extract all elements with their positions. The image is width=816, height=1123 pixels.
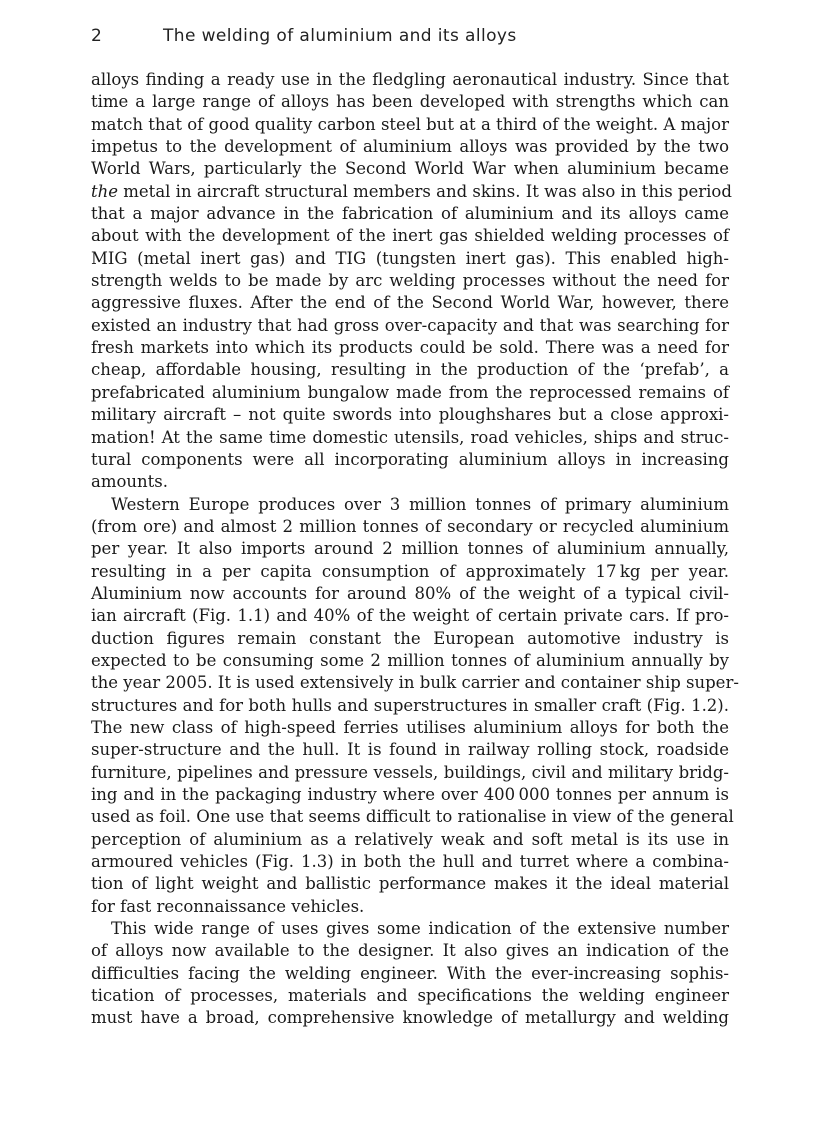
text-line: of alloys now available to the designer. It also gives an indication of the bbox=[91, 941, 729, 961]
text-line: alloys finding a ready use in the fledgling aeronautical industry. Since that bbox=[91, 70, 729, 89]
text-line: duction figures remain constant the European automotive industry is bbox=[91, 628, 729, 648]
text-line: the metal in aircraft structural members and skins. It was also in this period bbox=[91, 181, 732, 201]
text-line: ing and in the packaging industry where over 400 000 tonnes per annum is bbox=[91, 785, 729, 804]
text-line: amounts. bbox=[91, 472, 169, 492]
text-line: the year 2005. It is used extensively in bulk carrier and container ship super- bbox=[91, 673, 739, 693]
text-line: tural components were all incorporating aluminium alloys in increasing bbox=[91, 449, 729, 469]
text-line: Western Europe produces over 3 million tonnes of primary aluminium bbox=[111, 494, 729, 514]
text-line: perception of aluminium as a relatively weak and soft metal is its use in bbox=[91, 829, 729, 849]
text-line: per year. It also imports around 2 million tonnes of aluminium annually, bbox=[91, 539, 729, 559]
text-line: The new class of high-speed ferries utilises aluminium alloys for both the bbox=[91, 717, 729, 737]
text-line: Aluminium now accounts for around 80% of the weight of a typical civil- bbox=[91, 583, 729, 603]
text-line: tion of light weight and ballistic performance makes it the ideal material bbox=[91, 874, 729, 894]
paragraph-2 bbox=[91, 494, 739, 919]
text-line: World Wars, particularly the Second World War when aluminium became bbox=[91, 159, 729, 179]
text-line: used as foil. One use that seems difficult to rationalise in view of the general bbox=[91, 807, 734, 827]
text-line: MIG (metal inert gas) and TIG (tungsten inert gas). This enabled high- bbox=[91, 248, 729, 268]
text-line: about with the development of the inert gas shielded welding processes of bbox=[91, 226, 729, 246]
text-line: cheap, affordable housing, resulting in the production of the ‘prefab’, a bbox=[91, 360, 729, 380]
text-line: that a major advance in the fabrication of aluminium and its alloys came bbox=[91, 204, 729, 224]
text-line: prefabricated aluminium bungalow made from the reprocessed remains of bbox=[91, 382, 729, 402]
text-line: tication of processes, materials and specifications the welding engineer bbox=[91, 986, 729, 1006]
text-line: must have a broad, comprehensive knowledge of metallurgy and welding bbox=[91, 1008, 729, 1028]
text-line: This wide range of uses gives some indication of the extensive number bbox=[111, 919, 729, 939]
text-line: (from ore) and almost 2 million tonnes of secondary or recycled aluminium bbox=[91, 516, 729, 536]
paragraph-3 bbox=[91, 918, 729, 1030]
text-line: ian aircraft (Fig. 1.1) and 40% of the weight of certain private cars. If pro- bbox=[91, 606, 729, 626]
text-line: mation! At the same time domestic utensils, road vehicles, ships and struc- bbox=[91, 427, 729, 447]
page-number: 2 bbox=[91, 26, 103, 46]
text-line: fresh markets into which its products could be sold. There was a need for bbox=[91, 338, 729, 358]
text-line: impetus to the development of aluminium alloys was provided by the two bbox=[91, 137, 729, 157]
text-line: furniture, pipelines and pressure vessels, buildings, civil and military bridg- bbox=[91, 762, 729, 782]
text-line: armoured vehicles (Fig. 1.3) in both the hull and turret where a combina- bbox=[91, 852, 729, 872]
text-line: match that of good quality carbon steel but at a third of the weight. A major bbox=[91, 114, 729, 134]
text-line: time a large range of alloys has been developed with strengths which can bbox=[91, 92, 729, 112]
text-line: strength welds to be made by arc welding processes without the need for bbox=[91, 271, 729, 291]
text-line: aggressive fluxes. After the end of the Second World War, however, there bbox=[91, 293, 729, 313]
text-line: for fast reconnaissance vehicles. bbox=[91, 896, 365, 916]
text-line: resulting in a per capita consumption of approximately 17 kg per year. bbox=[91, 561, 729, 581]
text-line: structures and for both hulls and superstructures in smaller craft (Fig. 1.2). bbox=[91, 695, 729, 715]
running-title: The welding of aluminium and its alloys bbox=[163, 26, 517, 46]
text-line: difficulties facing the welding engineer. With the ever-increasing sophis- bbox=[91, 963, 729, 983]
text-line: existed an industry that had gross over-capacity and that was searching for bbox=[91, 315, 729, 335]
text-line: military aircraft – not quite swords into ploughshares but a close approxi- bbox=[91, 405, 729, 425]
text-line: super-structure and the hull. It is found in railway rolling stock, roadside bbox=[91, 740, 729, 760]
running-head bbox=[91, 26, 517, 46]
body-text bbox=[91, 69, 739, 1030]
text-line: expected to be consuming some 2 million tonnes of aluminium annually by bbox=[91, 650, 729, 670]
paragraph-1 bbox=[91, 69, 732, 494]
